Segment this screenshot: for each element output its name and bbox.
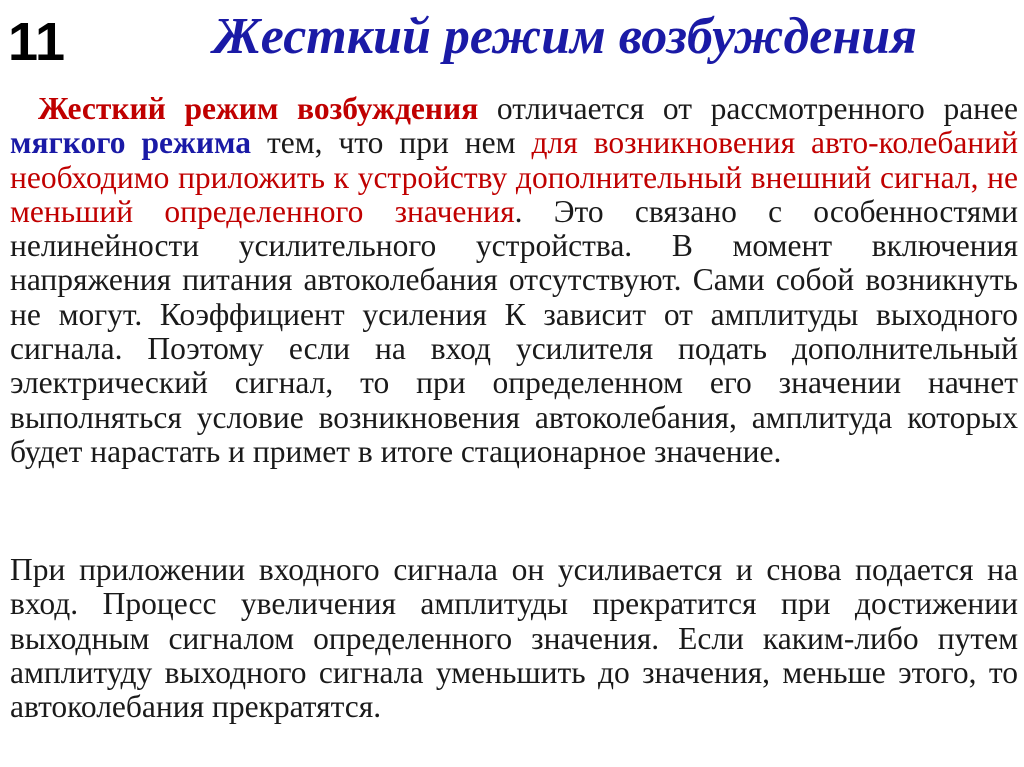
- term-soft-mode: мягкого режима: [10, 125, 251, 161]
- term-hard-mode: Жесткий режим возбуждения: [38, 91, 479, 126]
- paragraph-hard-mode: [10, 92, 1018, 469]
- slide-title: Жесткий режим возбуждения: [213, 8, 917, 65]
- condition-highlight: для возникновения авто-колебаний необходимо приложить к устройству дополнительный внешний сигнал, не меньший определенного значения: [10, 125, 1018, 229]
- slide-number: 11: [8, 12, 66, 72]
- paragraph1-text-c: . Это связано с особенностями нелинейности усилительного устройства. В момент включения напряжения питания автоколебания отсутствуют. Сами собой возникнуть не могут. Коэффициент усиления К зависит от амплитуды выходного сигнала. Поэтому если на вход усилителя подать дополнительный электрический сигнал, то при определенном его значении начнет выполняться условие возникновения автоколебания, амплитуда которых будет нарастать и примет в итоге стационарное значение.: [10, 193, 1019, 469]
- paragraph1-text-b: тем, что при нем: [251, 125, 532, 161]
- paragraph-amplification: [10, 553, 1018, 724]
- paragraph2-text: При приложении входного сигнала он усиливается и снова подается на вход. Процесс увеличения амплитуды прекратится при достижении выходным сигналом определенного значения. Если каким-либо путем амплитуду выходного сигнала уменьшить до значения, меньше этого, то автоколебания прекратятся.: [10, 552, 1018, 725]
- paragraph-indent: [10, 91, 38, 126]
- paragraph1-text-a: отличается от рассмотренного ранее: [478, 91, 1018, 126]
